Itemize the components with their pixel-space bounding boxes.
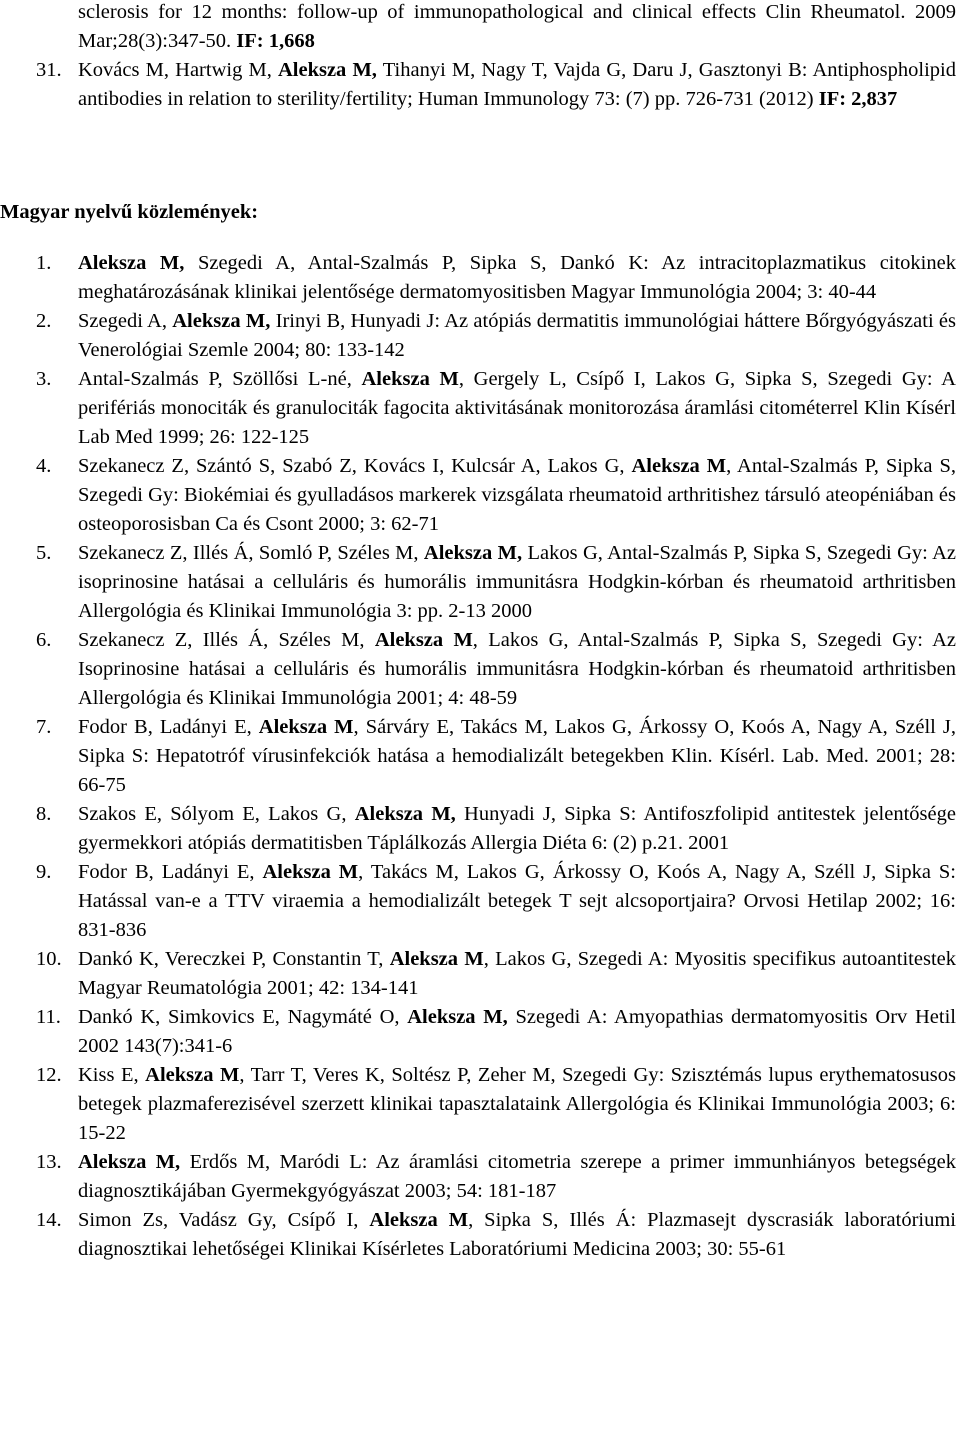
citation-text: , Lakos G, Szegedi A: Myositis specifikus autoantitestek Magyar Reumatológia 2001; 42: 134-141 (78, 948, 956, 999)
entry-number: 6. (36, 629, 52, 651)
entry-number: 14. (36, 1209, 62, 1231)
publication-entry (0, 56, 960, 114)
publication-entry (0, 365, 960, 452)
entry-citation (78, 626, 956, 713)
entry-citation (78, 858, 956, 945)
publication-entry (0, 713, 960, 800)
previous-publication-list (0, 56, 960, 114)
citation-text: Tihanyi M, Nagy T, Vajda G, Daru J, Gasztonyi B: Antiphospholipid antibodies in relation to sterility/fertility; Human Immunology 73: (7) pp. 726-731 (2012) (78, 59, 956, 110)
entry-citation (78, 713, 956, 800)
citation-text: Szegedi A: Amyopathias dermatomyositis Orv Hetil 2002 143(7):341-6 (78, 1006, 956, 1057)
author-highlight: Aleksza M, (354, 803, 456, 825)
entry-number: 31. (36, 59, 62, 81)
citation-text: Szekanecz Z, Szántó S, Szabó Z, Kovács I, Kulcsár A, Lakos G, (78, 455, 632, 477)
citation-text: Antal-Szalmás P, Szöllősi L-né, (78, 368, 362, 390)
hungarian-publication-list (0, 249, 960, 1264)
citation-text: Szakos E, Sólyom E, Lakos G, (78, 803, 355, 825)
entry-citation (78, 1061, 956, 1148)
entry-number: 12. (36, 1064, 62, 1086)
publication-entry (0, 1061, 960, 1148)
entry-number: 11. (36, 1006, 61, 1028)
publication-entry (0, 539, 960, 626)
citation-text: Szegedi A, (78, 310, 173, 332)
author-highlight: Aleksza M (258, 716, 354, 738)
author-highlight: Aleksza M (145, 1064, 240, 1086)
entry-citation (78, 539, 956, 626)
citation-text: , Tarr T, Veres K, Soltész P, Zeher M, Szegedi Gy: Szisztémás lupus erythematosusos betegek plazmaferezisével szerzett klinikai tapasztalataink Allergológia és Klinikai Immunológia 2003; 6: 15-22 (78, 1064, 956, 1144)
entry-citation (78, 1003, 956, 1061)
publication-entry (0, 249, 960, 307)
publication-entry (0, 800, 960, 858)
citation-text: Lakos G, Antal-Szalmás P, Sipka S, Szegedi Gy: Az isoprinosine hatásai a celluláris és humorális immunitásra Hodgkin-kórban és rheumatoid arthritisben Allergológia és Klinikai Immunológia 3: pp. 2-13 2000 (78, 542, 956, 622)
entry-citation (78, 1148, 956, 1206)
entry-citation (78, 249, 956, 307)
entry-continuation (0, 0, 960, 56)
citation-text: , Sipka S, Illés Á: Plazmasejt dyscrasiák laboratóriumi diagnosztikai lehetőségei Klinikai Kísérletes Laboratóriumi Medicina 2003; 30: 55-61 (78, 1209, 957, 1260)
entry-number: 2. (36, 310, 52, 332)
entry-number: 5. (36, 542, 52, 564)
citation-text: , Antal-Szalmás P, Sipka S, Szegedi Gy: Biokémiai és gyulladásos markerek vizsgálata rheumatoid arthritishez társuló ateopéniában és osteoporosisban Ca és Csont 2000; 3: 62-71 (78, 455, 956, 535)
citation-text: Szekanecz Z, Illés Á, Somló P, Széles M, (78, 542, 424, 564)
publication-entry (0, 452, 960, 539)
publication-entry (0, 1148, 960, 1206)
entry-citation (78, 800, 956, 858)
entry-number: 3. (36, 368, 52, 390)
author-highlight: Aleksza M, (423, 542, 523, 564)
author-highlight: Aleksza M (389, 948, 484, 970)
citation-text: Simon Zs, Vadász Gy, Csípő I, (78, 1209, 370, 1231)
author-highlight: Aleksza M (262, 861, 359, 883)
citation-text: Dankó K, Simkovics E, Nagymáté O, (78, 1006, 408, 1028)
citation-text: Kiss E, (78, 1064, 146, 1086)
author-highlight: Aleksza M, (78, 252, 185, 274)
publication-entry (0, 1003, 960, 1061)
entry-citation (78, 56, 956, 114)
citation-text: Irinyi B, Hunyadi J: Az atópiás dermatitis immunológiai háttere Bőrgyógyászati és Venerológiai Szemle 2004; 80: 133-142 (78, 310, 956, 361)
author-highlight: Aleksza M (361, 368, 459, 390)
citation-text: Hunyadi J, Sipka S: Antifoszfolipid antitestek jelentősége gyermekkori atópiás dermatitisben Táplálkozás Allergia Diéta 6: (2) p.21. 2001 (78, 803, 956, 854)
citation-text: Szekanecz Z, Illés Á, Széles M, (78, 629, 375, 651)
citation-text: Szegedi A, Antal-Szalmás P, Sipka S, Dankó K: Az intracitoplazmatikus citokinek meghatározásának klinikai jelentősége dermatomyositisben Magyar Immunológia 2004; 3: 40-44 (78, 252, 956, 303)
entry-number: 13. (36, 1151, 62, 1173)
citation-text: sclerosis for 12 months: follow-up of immunopathological and clinical effects Clin Rheumatol. 2009 Mar;28(3):347-50. (78, 1, 956, 52)
publication-entry (0, 945, 960, 1003)
publication-entry (0, 858, 960, 945)
entry-citation (78, 365, 956, 452)
citation-text: , Lakos G, Antal-Szalmás P, Sipka S, Szegedi Gy: Az Isoprinosine hatásai a celluláris és humorális immunitásra Hodgkin-kórban és rheumatoid arthritisben Allergológia és Klinikai Immunológia 2001; 4: 48-59 (78, 629, 956, 709)
entry-number: 7. (36, 716, 52, 738)
citation-text: Dankó K, Vereczkei P, Constantin T, (78, 948, 390, 970)
citation-text: Kovács M, Hartwig M, (78, 59, 278, 81)
entry-number: 8. (36, 803, 52, 825)
author-highlight: IF: 1,668 (236, 30, 315, 52)
citation-text: Fodor B, Ladányi E, (78, 716, 259, 738)
citation-text: , Gergely L, Csípő I, Lakos G, Sipka S, Szegedi Gy: A perifériás monociták és granulociták fagocita aktivitásának monitorozása áramlási citométerrel Klin Kísérl Lab Med 1999; 26: 122-125 (78, 368, 956, 448)
author-highlight: Aleksza M, (78, 1151, 181, 1173)
author-highlight: IF: 2,837 (818, 88, 898, 110)
author-highlight: Aleksza M, (277, 59, 377, 81)
citation-text: Erdős M, Maródi L: Az áramlási citometria szerepe a primer immunhiányos betegségek diagnosztikájában Gyermekgyógyászat 2003; 54: 181-187 (78, 1151, 956, 1202)
entry-number: 1. (36, 252, 52, 274)
entry-citation (78, 307, 956, 365)
publication-entry (0, 626, 960, 713)
entry-citation (78, 452, 956, 539)
entry-citation (78, 945, 956, 1003)
author-highlight: Aleksza M (369, 1209, 469, 1231)
citation-text: , Sárváry E, Takács M, Lakos G, Árkossy O, Koós A, Nagy A, Széll J, Sipka S: Hepatotróf vírusinfekciók hatása a hemodializált betegekben Klin. Kísérl. Lab. Med. 2001; 28: 66-75 (78, 716, 957, 796)
author-highlight: Aleksza M (631, 455, 727, 477)
author-highlight: Aleksza M, (407, 1006, 508, 1028)
citation-text: , Takács M, Lakos G, Árkossy O, Koós A, Nagy A, Széll J, Sipka S: Hatással van-e a TTV viraemia a hemodializált betegek T sejt alcsoportjaira? Orvosi Hetilap 2002; 16: 831-836 (78, 861, 956, 941)
citation-text: Fodor B, Ladányi E, (78, 861, 263, 883)
publication-entry (0, 307, 960, 365)
publication-entry (0, 1206, 960, 1264)
entry-number: 4. (36, 455, 52, 477)
entry-number: 10. (36, 948, 62, 970)
author-highlight: Aleksza M, (172, 310, 271, 332)
section-heading: Magyar nyelvű közlemények: (0, 201, 259, 223)
previous-publications (0, 0, 960, 114)
author-highlight: Aleksza M (374, 629, 473, 651)
entry-citation (78, 1206, 956, 1264)
entry-number: 9. (36, 861, 52, 883)
